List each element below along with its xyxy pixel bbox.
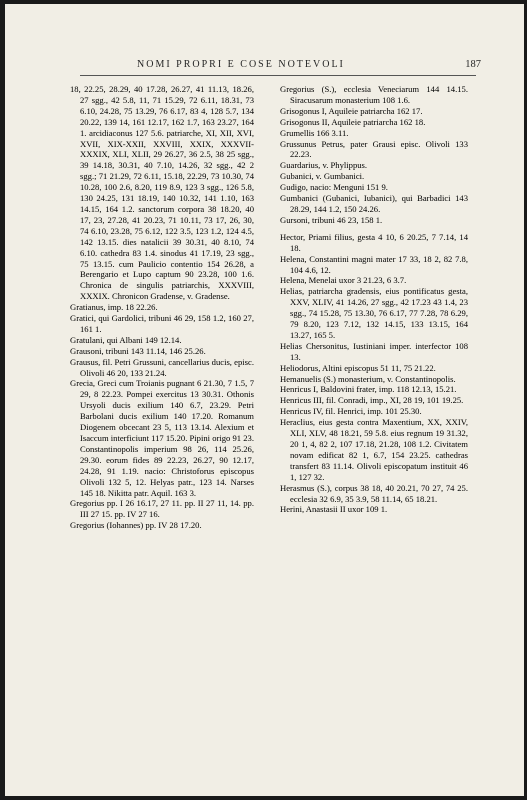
index-entry: Heliodorus, Altini episcopus 51 11, 75 21.22. — [280, 362, 436, 373]
index-entry: Henricus III, fil. Conradi, imp., XI, 28 19, 101 19.25. — [280, 395, 464, 406]
index-entry: Grausus, fil. Petri Grussuni, cancellarius ducis, episc. Olivoli 46 20, 133 21.24. — [70, 356, 254, 378]
index-entry: Gudigo, nacio: Menguni 151 9. — [280, 182, 388, 193]
index-entry: 18, 22.25, 28.29, 40 17.28, 26.27, 41 11.13, 18.26, 27 sgg., 42 5.8, 11, 71 15.29, 72 6.11, 18.31, 73 6.10, 24.28, 75 13.29, 76 6.17, 83 4, 128 5.7, 134 20.22, 139 14, 161 12.17, 162 1.7, 163 23.27, 164 1. arcidiaconus 127 5.6. patriarche, XI, XII, XVI, XVII, XIX-XXII, XXVIII, XXIX, XXXVII-XXXIX, XLI, XLII, 29 26.27, 36 2.5, 38 25 sgg., 39 14.18, 30.31, 40 7.10, 14.26, 32 sgg., 42 2 sgg.; 71 21.29, 72 6.11, 15.18, 22.29, 73 10.30, 74 10.28, 100 2.6, 8.20, 119 8.9, 123 3 sgg., 126 5.8, 130 24.25, 131 18.19, 140 10.32, 141 1.10, 163 14.15, 164 1.2. sanctorum corpora 38 18.20, 40 17, 23, 27.28, 41 20.23, 71 10.11, 73 17, 26, 30, 74 6.10, 23.28, 75 6.12, 122 3.5, 123 1.2, 124 4.5, 142 13.15. dies natalicii 39 30.31, 40 8.10, 74 6.10. cathedra 83 1.4. sinodus 41 17.19, 23 sgg., 75 13.15. cum Paulicio contentio 154 26.28, a Berengario et Lupo captum 90 23.28, 100 1.6. Chronica de singulis patriarchis, XXXVIII, XXXIX. Chronicon Gradense, v. Gradense. — [70, 84, 254, 302]
running-header — [85, 59, 481, 79]
index-entry: Guardarius, v. Phylippus. — [280, 160, 368, 171]
index-entry: Helena, Constantini magni mater 17 33, 18 2, 82 7.8, 104 4.6, 12. — [280, 253, 468, 275]
index-entry: Herasmus (S.), corpus 38 18, 40 20.21, 70 27, 74 25. ecclesia 32 6.9, 35 3.9, 58 11.14, 65 18.21. — [280, 482, 468, 504]
index-entry: Gratici, qui Gardolici, tribuni 46 29, 158 1.2, 160 27, 161 1. — [70, 313, 254, 334]
index-entry: Gumbanici (Gubanici, Iubanici), qui Barbadici 143 28.29, 144 1.2, 150 24.26. — [280, 193, 468, 214]
index-entry: Henricus I, Baldovini frater, imp. 118 12.13, 15.21. — [280, 384, 457, 395]
index-entry: Henricus IV, fil. Henrici, imp. 101 25.30. — [280, 406, 422, 417]
index-entry: Gubanici, v. Gumbanici. — [280, 171, 365, 182]
index-entry: Gratianus, imp. 18 22.26. — [70, 302, 158, 313]
index-entry: Grisogonus I, Aquileie patriarcha 162 17. — [280, 105, 423, 116]
index-entry: Grausoni, tribuni 143 11.14, 146 25.26. — [70, 345, 206, 356]
index-entry: Gratulani, qui Albani 149 12.14. — [70, 334, 182, 345]
index-entry: Heraclius, eius gesta contra Maxentium, XX, XXIV, XLI, XLV, 48 18.21, 59 5.8. eius regnum 19 31.32, 20 1, 4, 82 2, 107 17.18, 21.28, 108 1.2. Civitatem novam edificat 82 1, 6.7, 154 23.25. cathedras transfert 83 11.14. Olivoli episcopatum instituit 46 1, 127 32. — [280, 417, 468, 482]
index-entry: Gregorius (S.), ecclesia Veneciarum 144 14.15. Siracusarum monasterium 108 1.6. — [280, 84, 468, 105]
index-entry: Grecia, Greci cum Troianis pugnant 6 21.30, 7 1.5, 7 29, 8 22.23. Pompei exercitus 13 30.31. Othonis Ursyoli ducis exilium 140 6.7, 23.29. Petri Barbolani ducis exilium 140 17.20. Romanum Diogenem obcecant 23 5, 113 13.14. Alexium et Isaccum interficiunt 117 15.20. Pipini origo 91 23. Constantinopolis imperium 98 26, 114 25.26, 29.30. eorum fides 89 22.23, 26.27, 90 12.17, 24.28, 91 1.19. nacio: Christoforus episcopus Olivoli 132 5, 12. Helyas patr., 123 14. Narses 145 18. Nikitta patr. Aquil. 163 3. — [70, 378, 254, 498]
index-entry: Hemanuelis (S.) monasterium, v. Constantinopolis. — [280, 373, 456, 384]
page-number: 187 — [465, 59, 481, 70]
header-rule — [80, 75, 476, 76]
index-entry: Grumellis 166 3.11. — [280, 127, 349, 138]
running-title: NOMI PROPRI E COSE NOTEVOLI — [137, 59, 345, 70]
index-entry: Gregorius (Iohannes) pp. IV 28 17.20. — [70, 520, 202, 531]
index-entry: Grisogonus II, Aquileie patriarcha 162 18. — [280, 116, 426, 127]
index-entry: Helena, Menelai uxor 3 21.23, 6 3.7. — [280, 275, 407, 286]
index-entry: Hector, Priami filius, gesta 4 10, 6 20.25, 7 7.14, 14 18. — [280, 231, 468, 253]
index-entry: Gregorius pp. I 26 16.17, 27 11. pp. II 27 11, 14. pp. III 27 15. pp. IV 27 16. — [70, 498, 254, 520]
index-entry: Herini, Anastasii II uxor 109 1. — [280, 504, 388, 515]
index-entry: Grussunus Petrus, pater Grausi episc. Olivoli 133 22.23. — [280, 138, 468, 160]
index-entry: Gursoni, tribuni 46 23, 158 1. — [280, 214, 383, 225]
index-column-right — [280, 84, 468, 515]
index-column-left — [70, 84, 254, 531]
index-entry: Helias Chersonitus, Iustiniani imper. interfector 108 13. — [280, 340, 468, 362]
index-entry: Helias, patriarcha gradensis, eius pontificatus gesta, XXV, XLIV, 41 14.26, 27 sgg., 42 17.23 43 1.4, 23 sgg., 74 15.28, 75 13.30, 76 6.17, 77 7.28, 78 6.29, 79 8.20, 123 7.12, 132 14.15, 133 13.15, 164 13.27, 165 5. — [280, 286, 468, 340]
